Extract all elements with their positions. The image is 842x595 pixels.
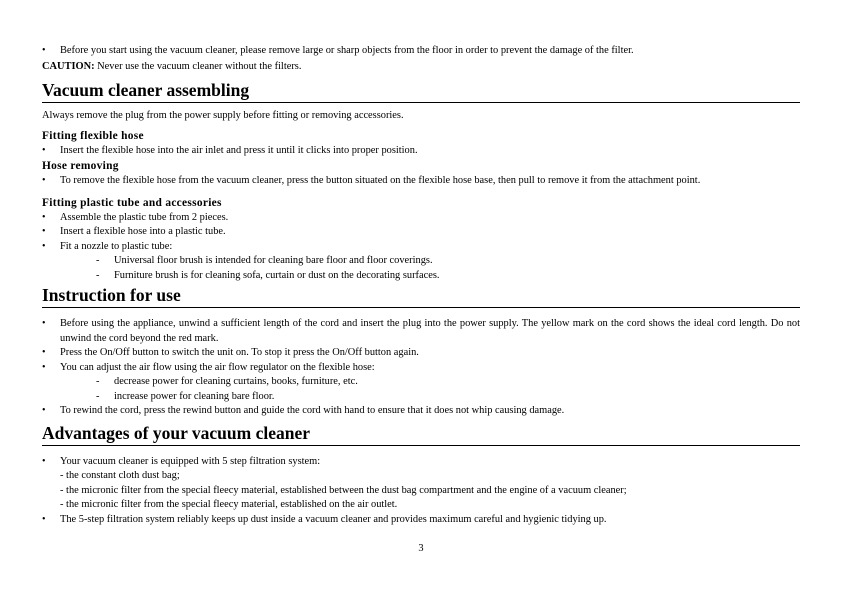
- instruction-bullet-2: • Press the On/Off button to switch the unit on. To stop it press the On/Off button again.: [42, 346, 800, 361]
- heading-assembling: Vacuum cleaner assembling: [42, 79, 800, 103]
- instruction-bullet-1: • Before using the appliance, unwind a sufficient length of the cord and insert the plug into the power supply. The yellow mark on the cord shows the ideal cord length. Do not unwind the cord beyond the red mark.: [42, 317, 800, 346]
- subheading-hose-removing: Hose removing: [42, 160, 119, 172]
- caution-label: CAUTION:: [42, 60, 95, 72]
- hose-removing-bullet: • To remove the flexible hose from the vacuum cleaner, press the button situated on the flexible hose base, then pull to remove it from the attachment point.: [42, 174, 800, 189]
- fitting-tube-bullet-3: • Fit a nozzle to plastic tube:: [42, 240, 800, 255]
- subheading-fitting-tube: Fitting plastic tube and accessories: [42, 196, 222, 209]
- subheading-fitting-hose: Fitting flexible hose: [42, 129, 144, 142]
- dash-marker: -: [96, 255, 100, 266]
- heading-instruction: Instruction for use: [42, 284, 800, 308]
- dash-marker: -: [96, 269, 100, 281]
- instruction-dash-2: - increase power for cleaning bare floor.: [42, 390, 800, 405]
- dash-marker: -: [96, 376, 100, 387]
- fitting-tube-bullet-2: • Insert a flexible hose into a plastic tube.: [42, 225, 800, 240]
- advantages-bullet-1: • Your vacuum cleaner is equipped with 5 step filtration system:: [42, 455, 800, 470]
- advantages-sub-1: - the constant cloth dust bag;: [60, 470, 180, 481]
- intro-bullet: • Before you start using the vacuum cleaner, please remove large or sharp objects from the floor in order to prevent the damage of the filter.: [42, 44, 800, 59]
- assembling-note: Always remove the plug from the power supply before fitting or removing accessories.: [42, 109, 404, 121]
- caution-text: Never use the vacuum cleaner without the filters.: [94, 60, 302, 72]
- manual-page: [42, 44, 800, 527]
- advantages-sub-2: - the micronic filter from the special fleecy material, established between the dust bag compartment and the engine of a vacuum cleaner;: [60, 484, 627, 496]
- fitting-hose-bullet: • Insert the flexible hose into the air inlet and press it until it clicks into proper position.: [42, 144, 800, 159]
- instruction-dash-1: - decrease power for cleaning curtains, books, furniture, etc.: [42, 375, 800, 390]
- caution-line: [42, 59, 800, 74]
- fitting-tube-bullet-1: • Assemble the plastic tube from 2 pieces.: [42, 211, 800, 226]
- heading-advantages: Advantages of your vacuum cleaner: [42, 422, 800, 446]
- advantages-bullet-2: • The 5-step filtration system reliably keeps up dust inside a vacuum cleaner and provides maximum careful and hygienic tidying up.: [42, 513, 800, 528]
- advantages-sub-3: - the micronic filter from the special fleecy material, established on the air outlet.: [60, 499, 398, 510]
- instruction-bullet-3: • You can adjust the air flow using the air flow regulator on the flexible hose:: [42, 361, 800, 376]
- fitting-tube-dash-2: - Furniture brush is for cleaning sofa, curtain or dust on the decorating surfaces.: [42, 269, 800, 284]
- fitting-tube-dash-1: - Universal floor brush is intended for cleaning bare floor and floor coverings.: [42, 254, 800, 269]
- dash-marker: -: [96, 390, 100, 402]
- instruction-bullet-4: • To rewind the cord, press the rewind button and guide the cord with hand to ensure that it does not whip causing damage.: [42, 404, 800, 419]
- page-number: 3: [418, 543, 424, 554]
